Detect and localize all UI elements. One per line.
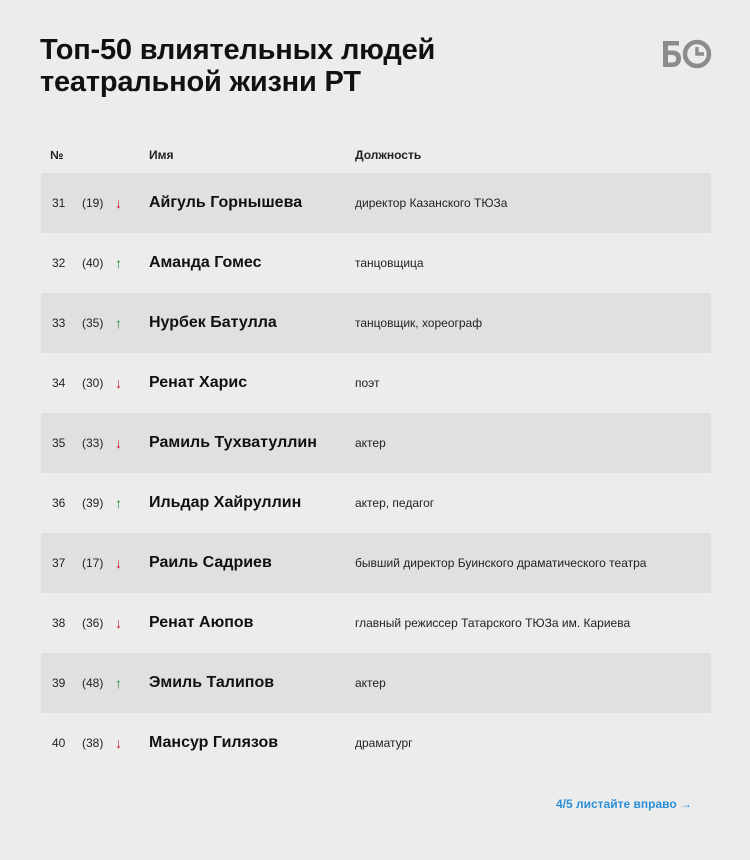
previous-rank-cell: (17) — [82, 556, 104, 570]
rank-cell: 32 — [52, 256, 66, 270]
person-position: танцовщица — [355, 256, 424, 270]
arrow-up-icon: ↑ — [115, 315, 122, 331]
person-name: Ренат Аюпов — [149, 614, 254, 631]
column-header-number: № — [50, 148, 64, 162]
table-row — [41, 233, 711, 293]
person-position: актер, педагог — [355, 496, 435, 510]
person-name: Ренат Харис — [149, 374, 248, 391]
arrow-down-icon: ↓ — [115, 435, 122, 451]
rank-cell: 36 — [52, 496, 66, 510]
person-position: главный режиссер Татарского ТЮЗа им. Кариева — [355, 616, 631, 630]
title-line-2: театральной жизни РТ — [40, 66, 361, 98]
arrow-down-icon: ↓ — [115, 195, 122, 211]
table-row — [41, 653, 711, 713]
table-header — [40, 140, 712, 168]
person-position: актер — [355, 436, 386, 450]
person-name: Эмиль Талипов — [149, 674, 275, 691]
rank-cell: 40 — [52, 736, 66, 750]
ranking-table — [41, 173, 711, 773]
rank-cell: 34 — [52, 376, 66, 390]
arrow-down-icon: ↓ — [115, 615, 122, 631]
arrow-down-icon: ↓ — [115, 735, 122, 751]
table-row — [41, 593, 711, 653]
person-position: танцовщик, хореограф — [355, 316, 483, 330]
arrow-down-icon: ↓ — [115, 555, 122, 571]
previous-rank-cell: (19) — [82, 196, 104, 210]
table-row — [41, 713, 711, 773]
person-name: Мансур Гилязов — [149, 734, 279, 751]
swipe-hint[interactable]: 4/5 листайте вправо → — [555, 797, 692, 811]
rank-cell: 37 — [52, 556, 66, 570]
arrow-up-icon: ↑ — [115, 255, 122, 271]
previous-rank-cell: (38) — [82, 736, 104, 750]
person-position: поэт — [355, 376, 380, 390]
previous-rank-cell: (35) — [82, 316, 104, 330]
person-position: актер — [355, 676, 386, 690]
table-row — [41, 473, 711, 533]
previous-rank-cell: (40) — [82, 256, 104, 270]
column-header-position: Должность — [355, 148, 422, 162]
table-row — [41, 533, 711, 593]
person-name: Раиль Садриев — [149, 554, 272, 571]
previous-rank-cell: (36) — [82, 616, 104, 630]
person-name: Аманда Гомес — [149, 254, 262, 271]
column-header-name: Имя — [149, 148, 174, 162]
rank-cell: 38 — [52, 616, 66, 630]
arrow-down-icon: ↓ — [115, 375, 122, 391]
rank-cell: 31 — [52, 196, 66, 210]
table-row — [41, 353, 711, 413]
table-row — [41, 293, 711, 353]
person-position: драматург — [355, 736, 413, 750]
table-row — [41, 173, 711, 233]
person-name: Рамиль Тухватуллин — [149, 434, 317, 451]
person-name: Нурбек Батулла — [149, 314, 277, 331]
previous-rank-cell: (30) — [82, 376, 104, 390]
arrow-up-icon: ↑ — [115, 495, 122, 511]
person-name: Ильдар Хайруллин — [149, 494, 302, 511]
bo-logo-icon — [660, 38, 712, 70]
title-line-1: Топ-50 влиятельных людей — [40, 34, 436, 66]
previous-rank-cell: (39) — [82, 496, 104, 510]
rank-cell: 35 — [52, 436, 66, 450]
rank-cell: 39 — [52, 676, 66, 690]
table-row — [41, 413, 711, 473]
person-position: директор Казанского ТЮЗа — [355, 196, 508, 210]
person-position: бывший директор Буинского драматического театра — [355, 556, 647, 570]
arrow-up-icon: ↑ — [115, 675, 122, 691]
person-name: Айгуль Горнышева — [149, 194, 303, 211]
rank-cell: 33 — [52, 316, 66, 330]
previous-rank-cell: (33) — [82, 436, 104, 450]
previous-rank-cell: (48) — [82, 676, 104, 690]
page-title — [40, 34, 600, 98]
